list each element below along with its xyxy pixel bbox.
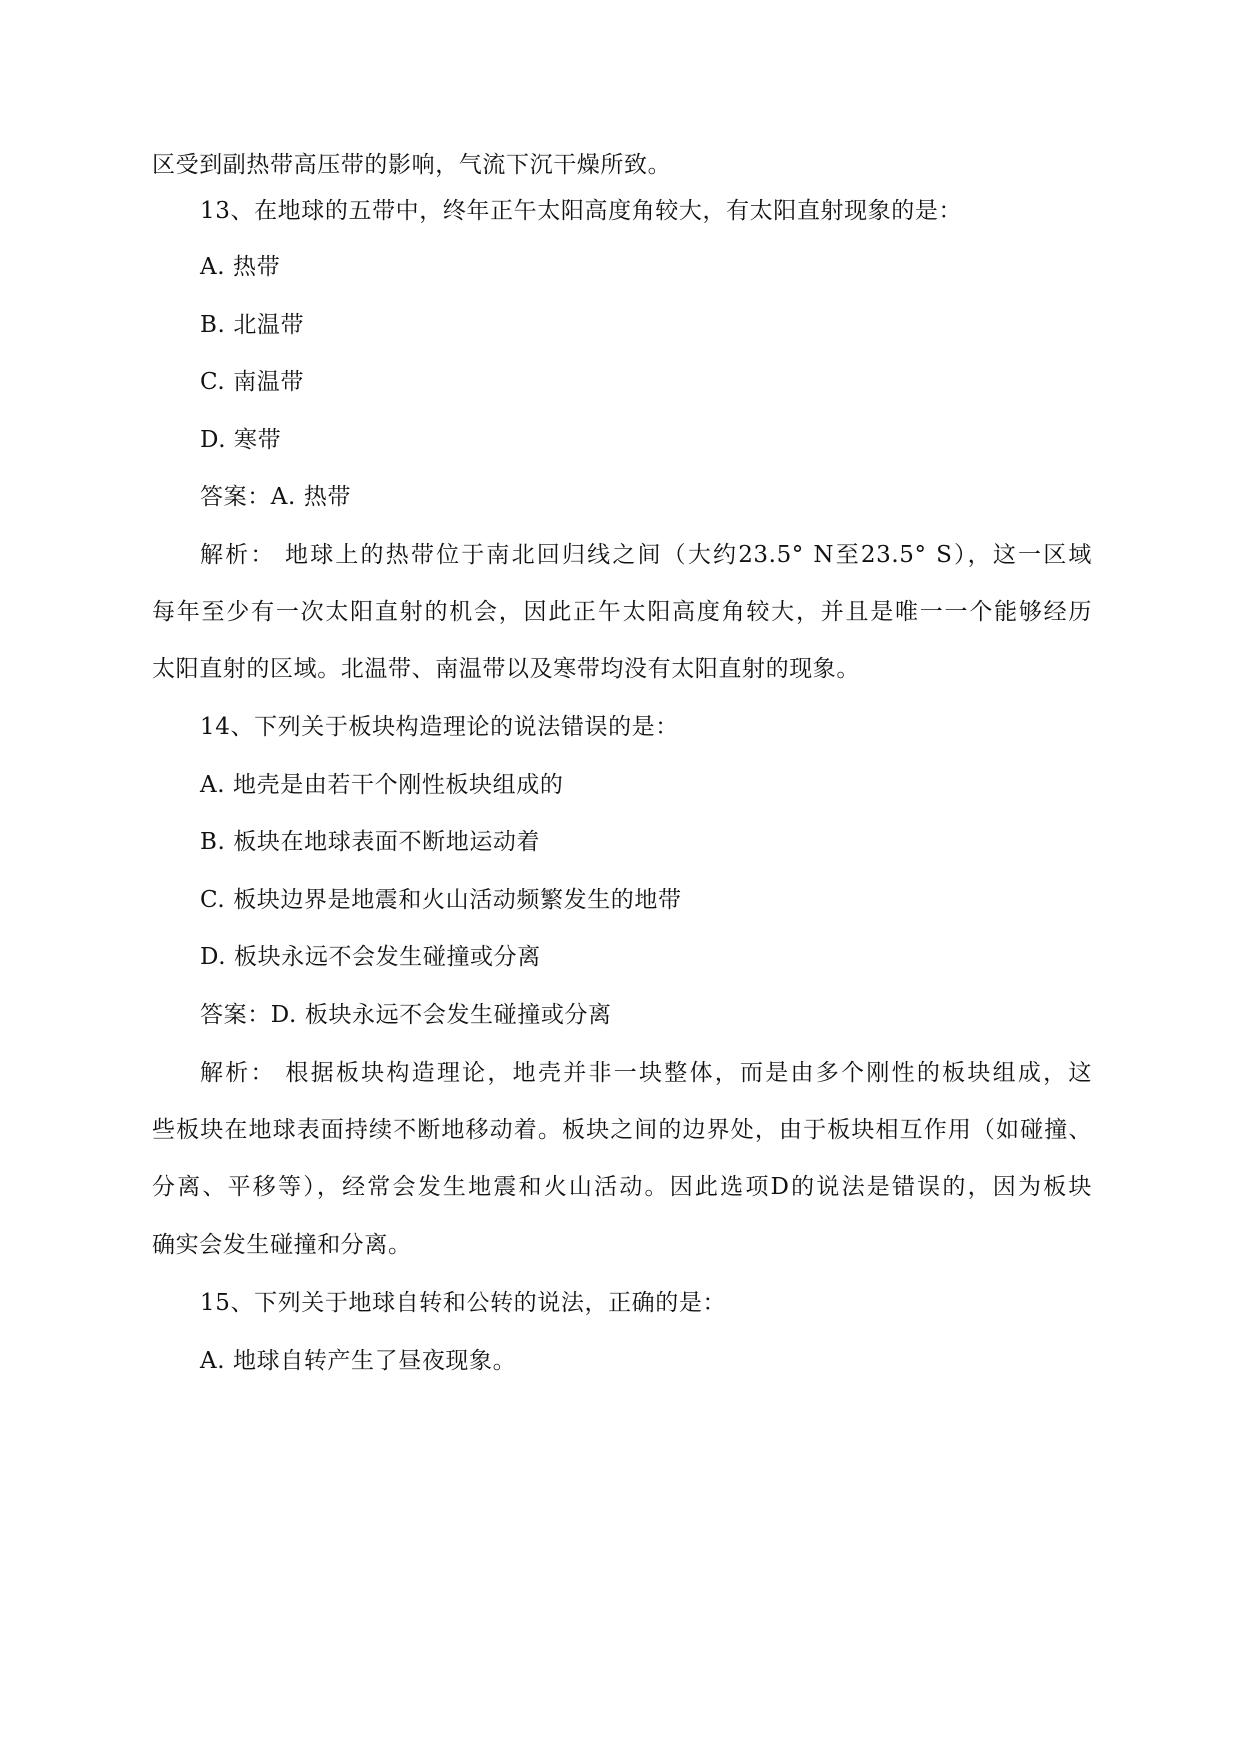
- q14-answer: 答案：D. 板块永远不会发生碰撞或分离: [200, 1002, 612, 1028]
- q14-option-a: A. 地壳是由若干个刚性板块组成的: [200, 772, 564, 798]
- q13-explanation-line-1: 解析： 地球上的热带位于南北回归线之间（大约23.5° N至23.5° S），这一区域: [200, 542, 1092, 568]
- q13-option-d: D. 寒带: [200, 427, 282, 453]
- q14-explanation-line-1: 解析： 根据板块构造理论，地壳并非一块整体，而是由多个刚性的板块组成，这: [200, 1060, 1092, 1086]
- q14-option-d: D. 板块永远不会发生碰撞或分离: [200, 944, 541, 970]
- q13-option-b: B. 北温带: [200, 312, 305, 338]
- q13-answer: 答案：A. 热带: [200, 484, 352, 510]
- q14-option-c: C. 板块边界是地震和火山活动频繁发生的地带: [200, 887, 682, 913]
- q13-option-a: A. 热带: [200, 254, 281, 280]
- q14-explanation-line-3: 分离、平移等），经常会发生地震和火山活动。因此选项D的说法是错误的，因为板块: [152, 1174, 1092, 1200]
- question-15: 15、下列关于地球自转和公转的说法，正确的是：: [200, 1290, 727, 1316]
- q14-explanation-line-4: 确实会发生碰撞和分离。: [152, 1232, 412, 1258]
- q13-explanation-line-2: 每年至少有一次太阳直射的机会，因此正午太阳高度角较大，并且是唯一一个能够经历: [152, 599, 1092, 625]
- q14-option-b: B. 板块在地球表面不断地运动着: [200, 829, 541, 855]
- q13-option-c: C. 南温带: [200, 369, 305, 395]
- q13-explanation-line-3: 太阳直射的区域。北温带、南温带以及寒带均没有太阳直射的现象。: [152, 656, 860, 682]
- paragraph-continuation: 区受到副热带高压带的影响，气流下沉干燥所致。: [152, 152, 672, 178]
- question-14: 14、下列关于板块构造理论的说法错误的是：: [200, 714, 679, 740]
- question-13: 13、在地球的五带中，终年正午太阳高度角较大，有太阳直射现象的是：: [200, 198, 963, 224]
- q14-explanation-line-2: 些板块在地球表面持续不断地移动着。板块之间的边界处，由于板块相互作用（如碰撞、: [152, 1117, 1092, 1143]
- q15-option-a: A. 地球自转产生了昼夜现象。: [200, 1348, 517, 1374]
